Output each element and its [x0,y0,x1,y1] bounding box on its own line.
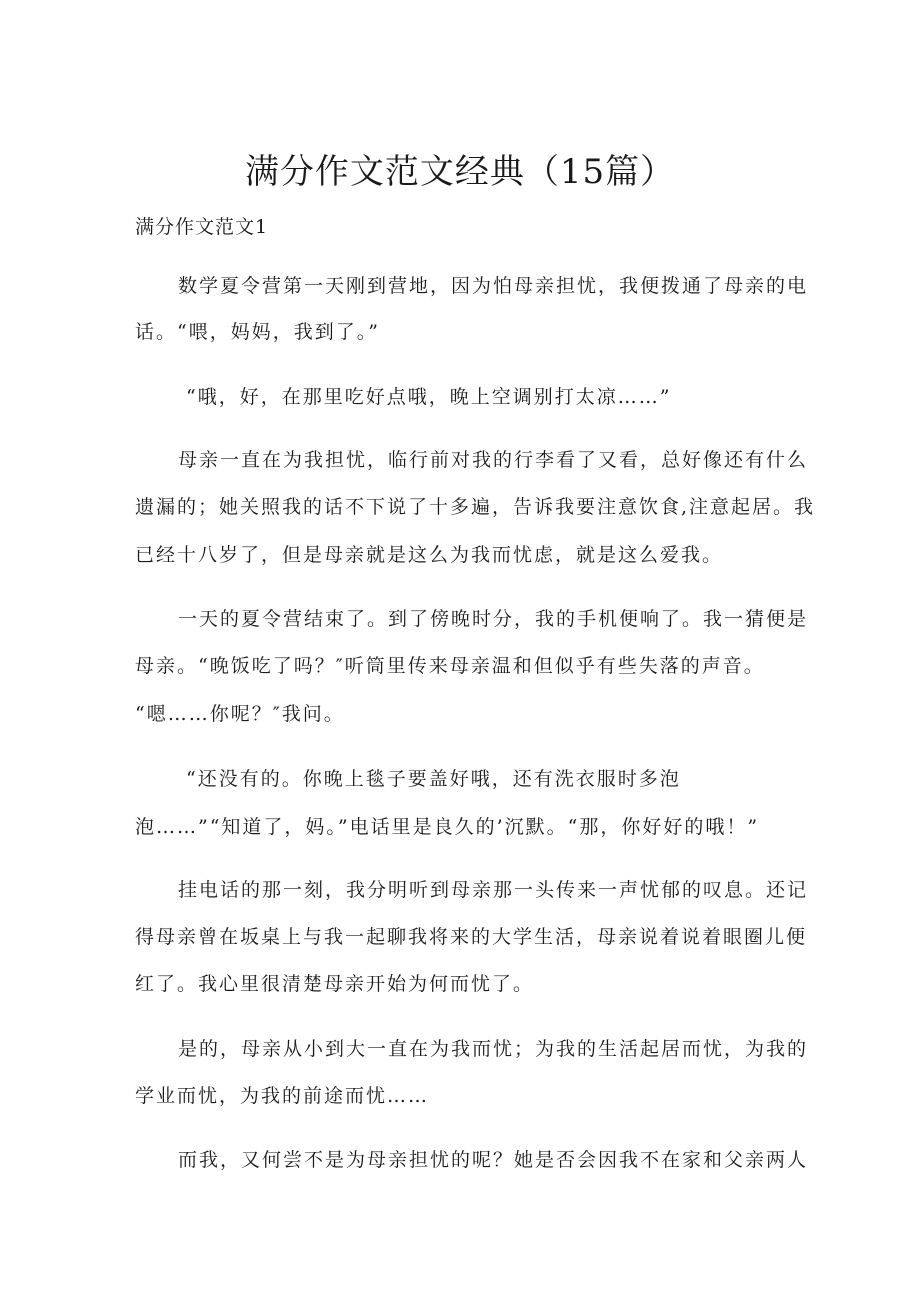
paragraph-line: “还没有的。你晚上毯子要盖好哦，还有洗衣服时多泡 [186,768,681,790]
paragraph-line: 挂电话的那一刻，我分明听到母亲那一头传来一声忧郁的叹息。还记 [178,879,809,901]
document-title: 满分作文范文经典（15篇） [244,152,676,192]
paragraph-line: 数学夏令营第一天刚到营地，因为怕母亲担忧，我便拨通了母亲的电 [178,275,809,297]
essay-subtitle: 满分作文范文1 [135,216,269,238]
paragraph-line: “嗯……你呢？″我问。 [135,703,345,725]
paragraph-line: 话。“喂，妈妈，我到了。” [135,321,380,343]
paragraph-line: 得母亲曾在坂桌上与我一起聊我将来的大学生活，母亲说着说着眼圈儿便 [135,926,808,948]
paragraph-line: 学业而忧，为我的前途而忧…… [135,1085,430,1107]
paragraph-line: 红了。我心里很清楚母亲开始为何而忧了。 [135,973,535,995]
paragraph-line: 一天的夏令营结束了。到了傍晚时分，我的手机便响了。我一猜便是 [178,608,809,630]
paragraph-line: 已经十八岁了，但是母亲就是这么为我而忧虑，就是这么爱我。 [135,544,724,566]
paragraph-line: 是的，母亲从小到大一直在为我而忧；为我的生活起居而忧，为我的 [178,1038,809,1060]
paragraph-line: “哦，好，在那里吃好点哦，晚上空调别打太凉……” [186,386,672,408]
paragraph-line: 母亲。“晚饭吃了吗？″听筒里传来母亲温和但似乎有些失落的声音。 [135,655,765,677]
paragraph-line: 母亲一直在为我担忧，临行前对我的行李看了又看，总好像还有什么 [178,449,809,471]
paragraph-line: 泡……”“知道了，妈。”电话里是良久的’沉默。“那，你好好的哦！” [135,816,760,838]
paragraph-line: 遗漏的；她关照我的话不下说了十多遍，告诉我要注意饮食,注意起居。我 [135,496,816,518]
paragraph-line: 而我，又何尝不是为母亲担忧的呢？她是否会因我不在家和父亲两人 [178,1149,809,1171]
